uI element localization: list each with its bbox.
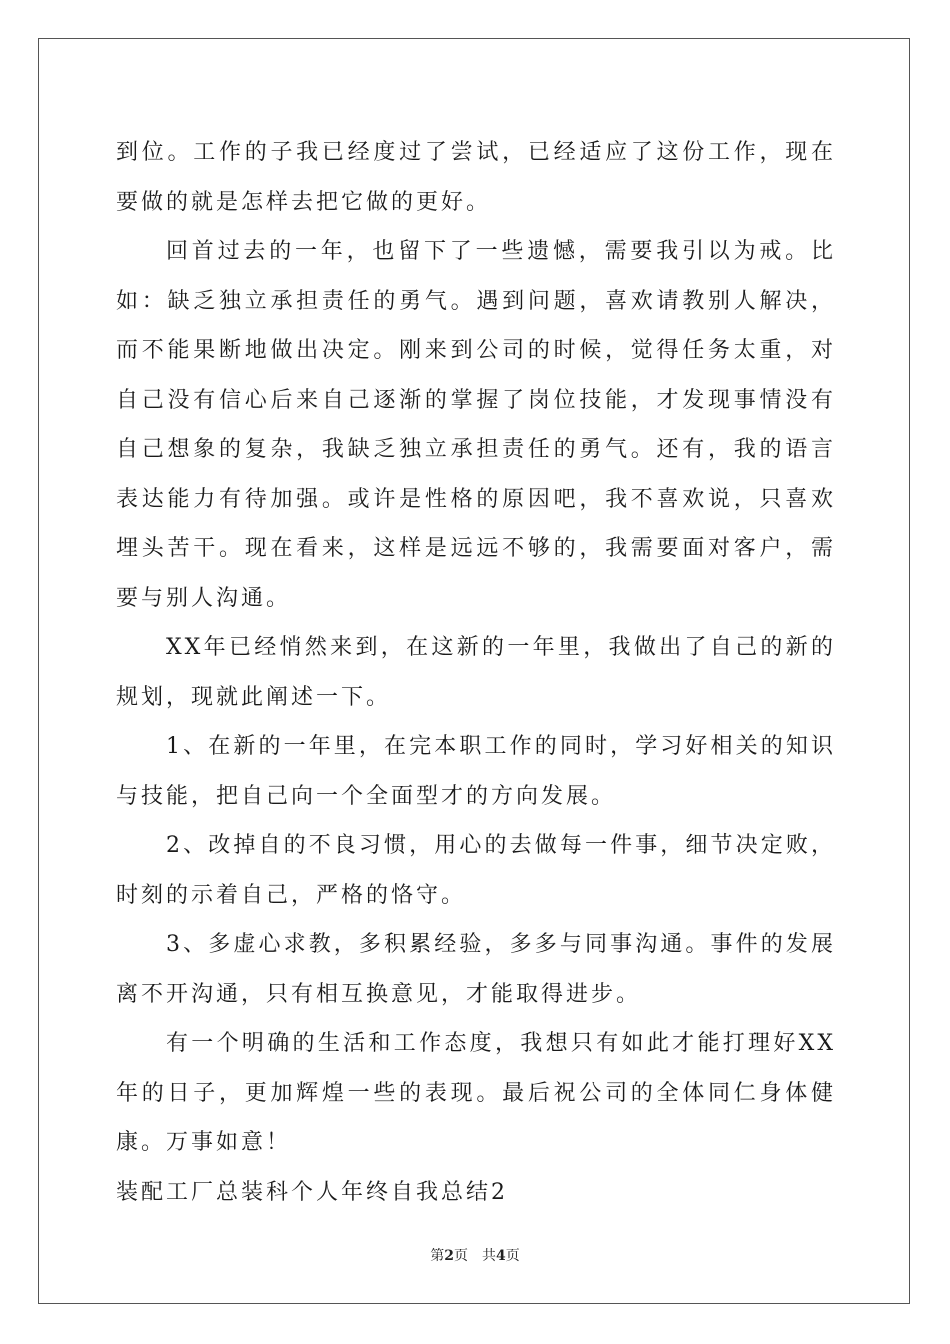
paragraph-regrets: 回首过去的一年，也留下了一些遗憾，需要我引以为戒。比如：缺乏独立承担责任的勇气。遇到问题，喜欢请教别人解决，而不能果断地做出决定。刚来到公司的时候，觉得任务太重，对自己没有信心后来自己逐渐的掌握了岗位技能，才发现事情没有自己想象的复杂，我缺乏独立承担责任的勇气。还有，我的语言表达能力有待加强。或许是性格的原因吧，我不喜欢说，只喜欢埋头苦干。现在看来，这样是远远不够的，我需要面对客户，需要与别人沟通。 — [116, 239, 836, 611]
current-page-number: 2 — [444, 1248, 454, 1264]
section-heading: 装配工厂总装科个人年终自我总结2 — [116, 1179, 508, 1205]
document-body — [116, 128, 836, 1217]
page-footer — [0, 1246, 950, 1266]
paragraph-closing: 有一个明确的生活和工作态度，我想只有如此才能打理好XX年的日子，更加辉煌一些的表现。最后祝公司的全体同仁身体健康。万事如意！ — [116, 1031, 836, 1155]
total-prefix: 共 — [482, 1248, 496, 1264]
total-suffix: 页 — [505, 1248, 520, 1264]
page-suffix: 页 — [454, 1248, 468, 1264]
paragraph-continuation: 到位。工作的子我已经度过了尝试，已经适应了这份工作，现在要做的就是怎样去把它做的更好。 — [116, 140, 836, 215]
plan-item-1: 1、在新的一年里，在完本职工作的同时，学习好相关的知识与技能，把自己向一个全面型才的方向发展。 — [116, 734, 836, 809]
plan-item-2: 2、改掉自的不良习惯，用心的去做每一件事，细节决定败，时刻的示着自己，严格的恪守。 — [116, 833, 836, 908]
page-prefix: 第 — [430, 1248, 445, 1264]
paragraph-new-year-plan: XX年已经悄然来到，在这新的一年里，我做出了自己的新的规划，现就此阐述一下。 — [116, 635, 836, 710]
total-page-count: 4 — [496, 1248, 506, 1264]
plan-item-3: 3、多虚心求教，多积累经验，多多与同事沟通。事件的发展离不开沟通，只有相互换意见，才能取得进步。 — [116, 932, 836, 1007]
